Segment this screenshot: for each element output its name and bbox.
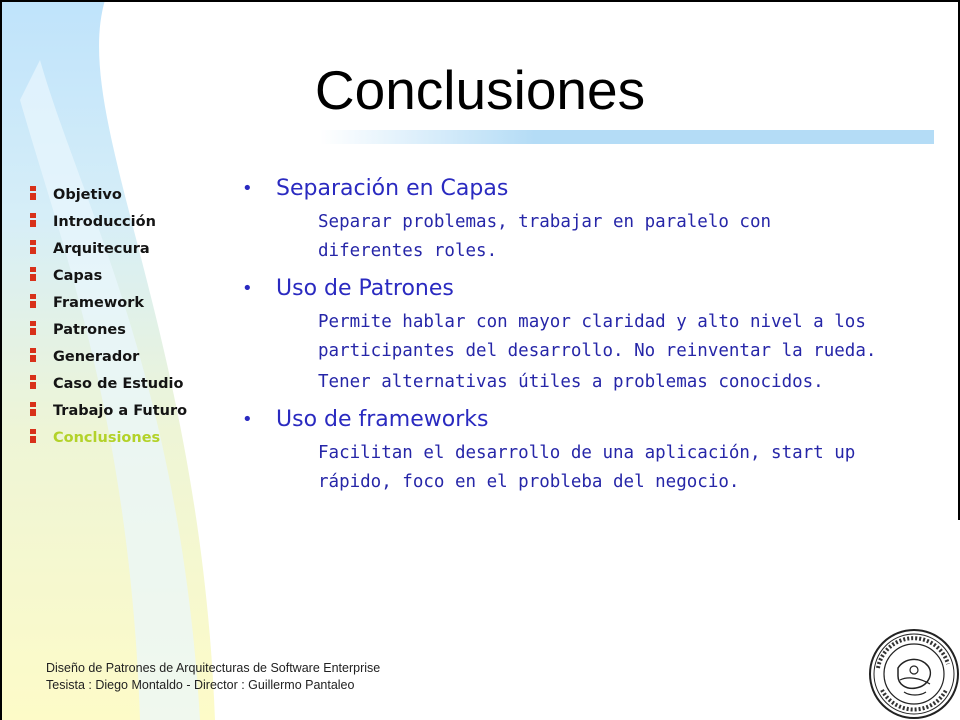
sidebar-item-label: Generador <box>53 349 140 365</box>
content-section <box>240 172 930 266</box>
section-heading-text: Separación en Capas <box>276 176 509 201</box>
sidebar-item-label: Capas <box>53 268 103 284</box>
sidebar-item-label: Arquitecura <box>53 241 150 257</box>
sidebar-item-label: Framework <box>53 295 145 311</box>
sidebar-item[interactable] <box>30 372 187 399</box>
sidebar-item-label: Introducción <box>53 214 156 230</box>
content-section <box>240 403 930 497</box>
main-content <box>240 172 930 503</box>
section-heading-text: Uso de Patrones <box>276 276 454 301</box>
content-section <box>240 272 930 397</box>
bullet-icon <box>30 240 36 254</box>
bullet-icon <box>30 186 36 200</box>
sidebar-item[interactable] <box>30 210 187 237</box>
section-paragraph: Facilitan el desarrollo de una aplicación, start up rápido, foco en el probleba del negocio. <box>318 443 856 492</box>
bullet-icon <box>30 402 36 416</box>
bullet-dot-icon: • <box>242 409 253 430</box>
page-title: Conclusiones <box>314 59 646 121</box>
section-heading <box>240 172 930 206</box>
section-heading-text: Uso de frameworks <box>276 407 489 432</box>
sidebar-item-label: Trabajo a Futuro <box>53 403 188 419</box>
footer-line-authors: Tesista : Diego Montaldo - Director : Guillermo Pantaleo <box>46 678 355 692</box>
section-paragraph: Tener alternativas útiles a problemas conocidos. <box>318 372 824 392</box>
bullet-icon <box>30 294 36 308</box>
section-heading <box>240 272 930 306</box>
sidebar-item[interactable] <box>30 183 187 210</box>
bullet-icon <box>30 429 36 443</box>
sidebar-item[interactable] <box>30 345 187 372</box>
bullet-icon <box>30 213 36 227</box>
section-paragraph: Permite hablar con mayor claridad y alto nivel a los participantes del desarrollo. No reinventar la rueda. <box>318 312 877 361</box>
sidebar-item-label: Patrones <box>53 322 126 338</box>
sidebar-item[interactable] <box>30 237 187 264</box>
section-paragraph: Separar problemas, trabajar en paralelo con diferentes roles. <box>318 212 772 261</box>
section-heading <box>240 403 930 437</box>
footer-line-thesis-title: Diseño de Patrones de Arquitecturas de Software Enterprise <box>46 661 381 675</box>
sidebar-item-label: Conclusiones <box>53 430 161 446</box>
slide-border-top <box>0 0 960 2</box>
sidebar-nav <box>30 183 187 453</box>
sidebar-item[interactable] <box>30 264 187 291</box>
bullet-icon <box>30 267 36 281</box>
sidebar-item[interactable] <box>30 318 187 345</box>
bullet-icon <box>30 321 36 335</box>
slide-footer <box>46 660 380 694</box>
sidebar-item-label: Objetivo <box>53 187 122 203</box>
bullet-dot-icon: • <box>242 178 253 199</box>
sidebar-item[interactable] <box>30 399 187 426</box>
sidebar-item[interactable] <box>30 291 187 318</box>
sidebar-item-label: Caso de Estudio <box>53 376 184 392</box>
sidebar-item-active[interactable] <box>30 426 187 453</box>
bullet-dot-icon: • <box>242 278 253 299</box>
bullet-icon <box>30 375 36 389</box>
university-seal-icon <box>868 628 960 720</box>
title-underline-bar <box>320 130 934 144</box>
bullet-icon <box>30 348 36 362</box>
